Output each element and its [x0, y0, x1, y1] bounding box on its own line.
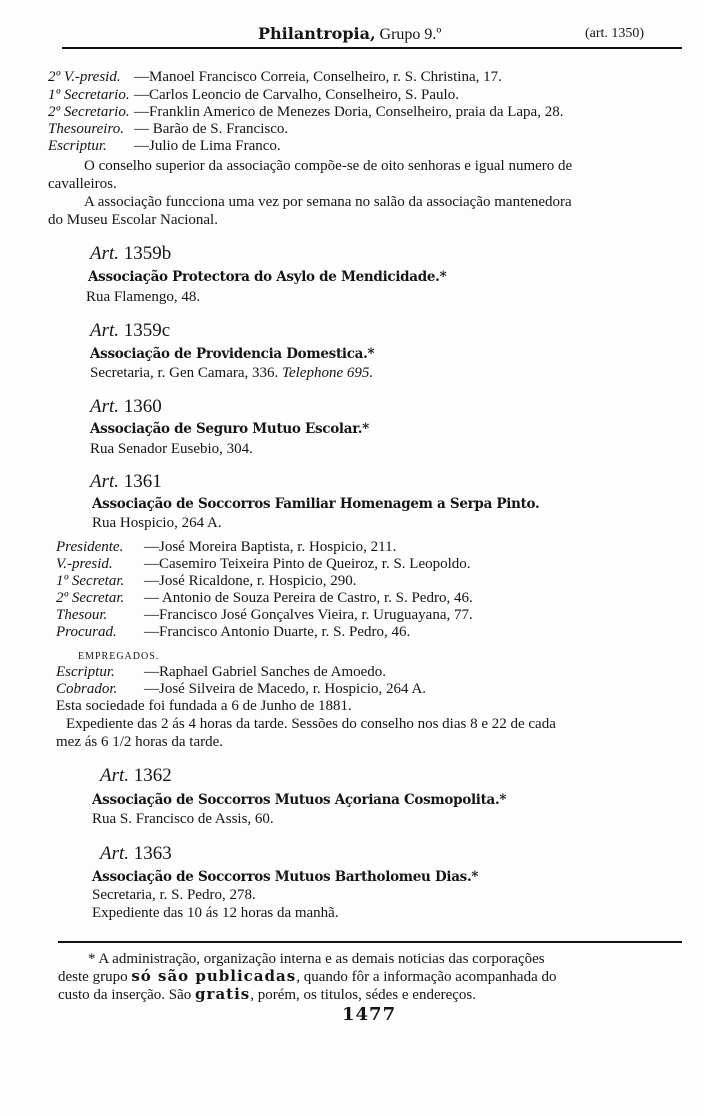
- art-label: Art.: [90, 471, 120, 492]
- officer-row: [48, 68, 502, 86]
- paragraph-line: O conselho superior da associação compõe-se de oito senhoras e igual numero de: [84, 158, 573, 174]
- officer-row: [56, 538, 396, 556]
- employee-role: Escriptur.: [56, 664, 115, 680]
- article-title: Associação de Soccorros Mutuos Bartholomeu Dias.*: [92, 869, 479, 885]
- article-number: [90, 398, 162, 416]
- article-number: [100, 845, 172, 863]
- footnote-emphasis: gratis: [195, 985, 251, 1003]
- phone-text: Telephone 695.: [282, 365, 374, 381]
- page-number: 1477: [342, 1004, 397, 1025]
- officer-role: Escriptur.: [48, 138, 107, 154]
- article-address: [90, 364, 373, 382]
- officer-row: [48, 120, 288, 138]
- art-num: 1360: [123, 396, 162, 417]
- art-label: Art.: [100, 765, 130, 786]
- officer-role: Thesour.: [56, 607, 108, 623]
- employee-text: —José Silveira de Macedo, r. Hospicio, 264 A.: [144, 681, 427, 697]
- paragraph-line: A associação funcciona uma vez por semana no salão da associação mantenedora: [84, 194, 572, 210]
- founded-line: Esta sociedade foi fundada a 6 de Junho de 1881.: [56, 698, 352, 714]
- officer-role: 2º Secretar.: [56, 590, 125, 606]
- officer-text: —Casemiro Teixeira Pinto de Queiroz, r. S. Leopoldo.: [144, 556, 471, 572]
- art-label: Art.: [90, 320, 120, 341]
- officer-text: —Manoel Francisco Correia, Conselheiro, r. S. Christina, 17.: [134, 69, 502, 85]
- art-label: Art.: [100, 843, 130, 864]
- article-number: [90, 473, 162, 491]
- officer-text: —Francisco Antonio Duarte, r. S. Pedro, 46.: [144, 624, 411, 640]
- officer-row: [56, 572, 356, 590]
- employee-row: [56, 663, 386, 681]
- officer-role: Procurad.: [56, 624, 117, 640]
- officer-text: —José Ricaldone, r. Hospicio, 290.: [144, 573, 357, 589]
- article-hours: Expediente das 10 ás 12 horas da manhã.: [92, 905, 339, 921]
- footnote-text: , quando fôr a informação acompanhada do: [296, 969, 557, 985]
- article-number: [90, 245, 171, 263]
- footnote-line: [58, 985, 476, 1004]
- header-ref: (art. 1350): [585, 26, 645, 41]
- officer-text: —José Moreira Baptista, r. Hospicio, 211.: [144, 539, 397, 555]
- art-num: 1361: [123, 471, 162, 492]
- footnote-line: [58, 967, 557, 986]
- officer-role: 2º Secretario.: [48, 104, 130, 120]
- footnote-text: deste grupo: [58, 969, 132, 985]
- art-num: 1359b: [123, 243, 172, 264]
- art-num: 1359c: [123, 320, 171, 341]
- officer-text: —Julio de Lima Franco.: [134, 138, 281, 154]
- footnote-text: , porém, os titulos, sédes e endereços.: [250, 987, 477, 1003]
- article-title: Associação de Soccorros Mutuos Açoriana Cosmopolita.*: [92, 792, 507, 808]
- header-group: Grupo 9.º: [379, 26, 442, 43]
- employee-role: Cobrador.: [56, 681, 118, 697]
- officer-row: [56, 555, 471, 573]
- employee-row: [56, 680, 426, 698]
- officer-row: [48, 137, 281, 155]
- art-label: Art.: [90, 396, 120, 417]
- officer-role: 1º Secretar.: [56, 573, 125, 589]
- officer-row: [56, 623, 410, 641]
- footnote-rule: [58, 941, 682, 943]
- officer-role: 2º V.-presid.: [48, 69, 121, 85]
- footnote-emphasis: só são publicadas: [131, 967, 297, 985]
- article-title: Associação de Soccorros Familiar Homenagem a Serpa Pinto.: [92, 496, 540, 512]
- officer-text: —Francisco José Gonçalves Vieira, r. Uruguayana, 77.: [144, 607, 473, 623]
- officer-role: Thesoureiro.: [48, 121, 124, 137]
- article-number: [90, 322, 170, 340]
- officer-role: Presidente.: [56, 539, 124, 555]
- officer-row: [56, 589, 473, 607]
- paragraph-line: do Museu Escolar Nacional.: [48, 212, 218, 228]
- hours-line: Expediente das 2 ás 4 horas da tarde. Sessões do conselho nos dias 8 e 22 de cada: [66, 716, 556, 732]
- article-number: [100, 767, 172, 785]
- officer-text: — Antonio de Souza Pereira de Castro, r. S. Pedro, 46.: [144, 590, 473, 606]
- hours-line: mez ás 6 1/2 horas da tarde.: [56, 734, 224, 750]
- article-address: Rua Hospicio, 264 A.: [92, 515, 222, 531]
- art-num: 1362: [133, 765, 172, 786]
- paragraph-line: cavalleiros.: [48, 176, 117, 192]
- officer-row: [56, 606, 473, 624]
- officer-role: 1º Secretario.: [48, 87, 130, 103]
- officer-text: —Carlos Leoncio de Carvalho, Conselheiro, S. Paulo.: [134, 87, 459, 103]
- article-address: Secretaria, r. S. Pedro, 278.: [92, 887, 256, 903]
- art-label: Art.: [90, 243, 120, 264]
- header-rule: [62, 47, 682, 49]
- article-address: Rua Senador Eusebio, 304.: [90, 441, 253, 457]
- address-text: Secretaria, r. Gen Camara, 336.: [90, 365, 279, 381]
- footnote-line: * A administração, organização interna e as demais noticias das corporações: [88, 951, 545, 967]
- art-num: 1363: [133, 843, 172, 864]
- employees-heading: EMPREGADOS.: [78, 651, 160, 662]
- article-title: Associação de Providencia Domestica.*: [90, 346, 375, 362]
- officer-text: —Franklin Americo de Menezes Doria, Conselheiro, praia da Lapa, 28.: [134, 104, 564, 120]
- officer-row: [48, 86, 459, 104]
- article-title: Associação de Seguro Mutuo Escolar.*: [90, 421, 369, 437]
- footnote-text: custo da inserção. São: [58, 987, 196, 1003]
- header-title: Philantropia,: [258, 24, 376, 43]
- article-address: Rua Flamengo, 48.: [86, 289, 201, 305]
- employee-text: —Raphael Gabriel Sanches de Amoedo.: [144, 664, 387, 680]
- officer-text: — Barão de S. Francisco.: [134, 121, 289, 137]
- article-address: Rua S. Francisco de Assis, 60.: [92, 811, 274, 827]
- article-title: Associação Protectora do Asylo de Mendicidade.*: [88, 269, 447, 285]
- running-header: [258, 25, 441, 44]
- officer-row: [48, 103, 563, 121]
- officer-role: V.-presid.: [56, 556, 113, 572]
